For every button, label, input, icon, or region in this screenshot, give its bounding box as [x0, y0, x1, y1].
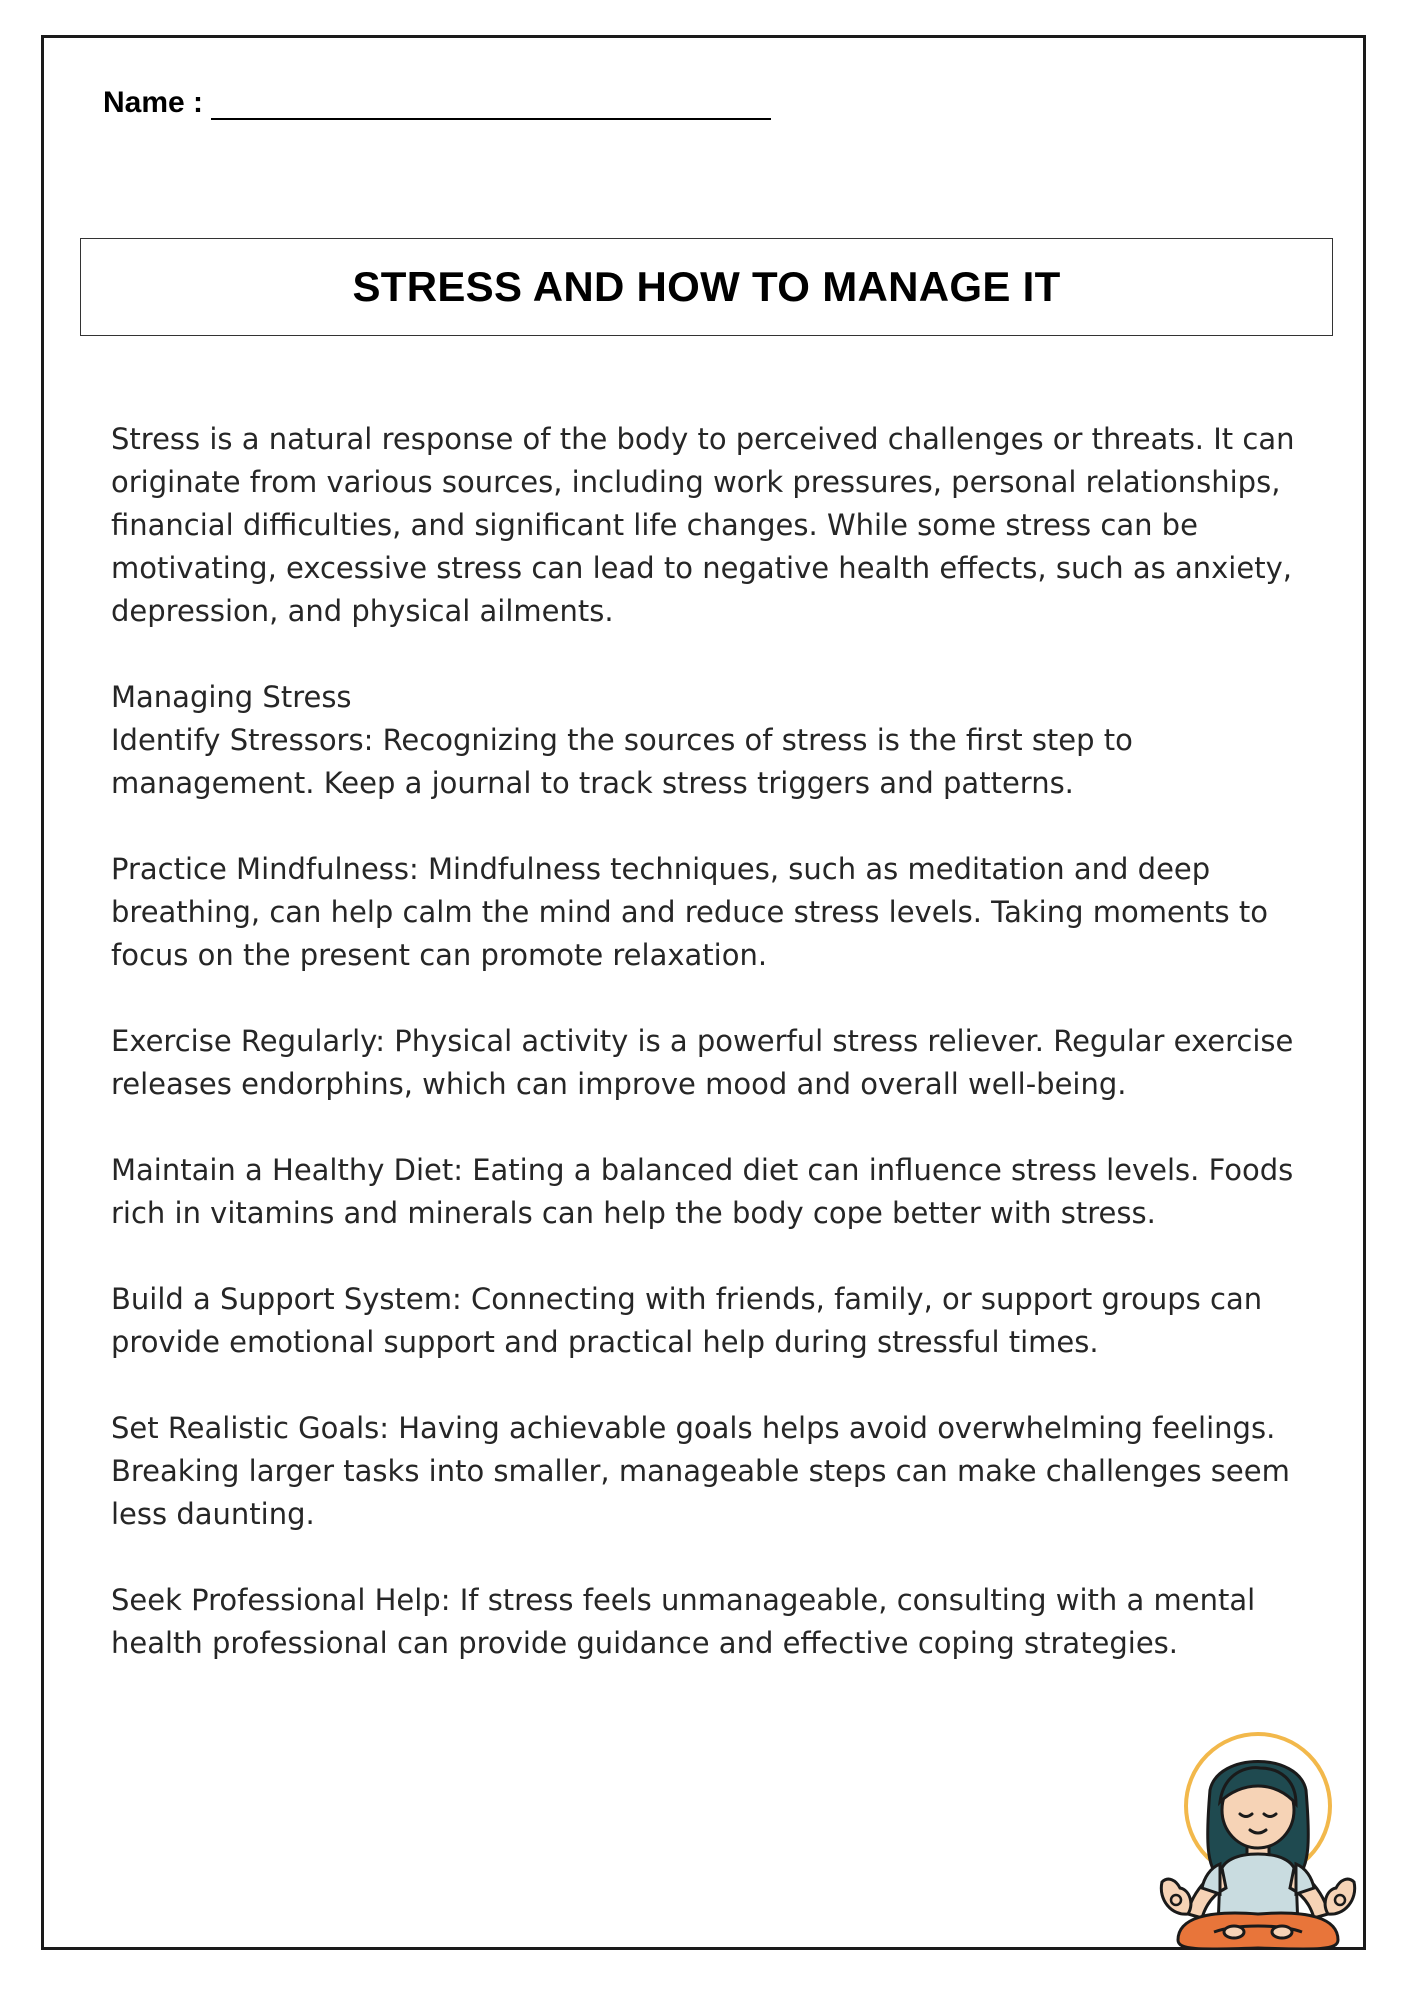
tip-paragraph: Build a Support System: Connecting with friends, family, or support groups can provide emotional support and practical help during stressful times.: [111, 1282, 1263, 1359]
article-body: [111, 418, 1311, 1708]
tip-paragraph: Practice Mindfulness: Mindfulness techniques, such as meditation and deep breathing, can help calm the mind and reduce stress levels. Taking moments to focus on the present can promote relaxation.: [111, 852, 1268, 972]
tip-paragraph: Set Realistic Goals: Having achievable goals helps avoid overwhelming feelings. Breaking larger tasks into smaller, manageable steps can make challenges seem less daunting.: [111, 1411, 1290, 1531]
name-field-row: [103, 82, 771, 120]
tip-paragraph: Maintain a Healthy Diet: Eating a balanced diet can influence stress levels. Foods rich in vitamins and minerals can help the body cope better with stress.: [111, 1153, 1294, 1230]
left-hand: [1161, 1879, 1191, 1914]
intro-paragraph: Stress is a natural response of the body to perceived challenges or threats. It can originate from various sources, including work pressures, personal relationships, financial difficulties, and significant life changes. While some stress can be motivating, excessive stress can lead to negative health effects, such as anxiety, depression, and physical ailments.: [111, 422, 1295, 628]
name-blank-line[interactable]: [211, 82, 771, 120]
tip-paragraph: Seek Professional Help: If stress feels unmanageable, consulting with a mental health professional can provide guidance and effective coping strategies.: [111, 1583, 1256, 1660]
title-box: [80, 238, 1333, 336]
meditating-person-icon: [1148, 1728, 1368, 1950]
right-hand: [1325, 1879, 1355, 1914]
pants: [1178, 1913, 1338, 1949]
tip-paragraph: Identify Stressors: Recognizing the sources of stress is the first step to management. Keep a journal to track stress triggers and patterns.: [111, 723, 1133, 800]
page-title: STRESS AND HOW TO MANAGE IT: [352, 263, 1061, 310]
name-label: Name :: [103, 86, 204, 119]
section-heading: Managing Stress: [111, 680, 352, 714]
tip-paragraph: Exercise Regularly: Physical activity is a powerful stress reliever. Regular exercise releases endorphins, which can improve mood and overall well-being.: [111, 1024, 1294, 1101]
